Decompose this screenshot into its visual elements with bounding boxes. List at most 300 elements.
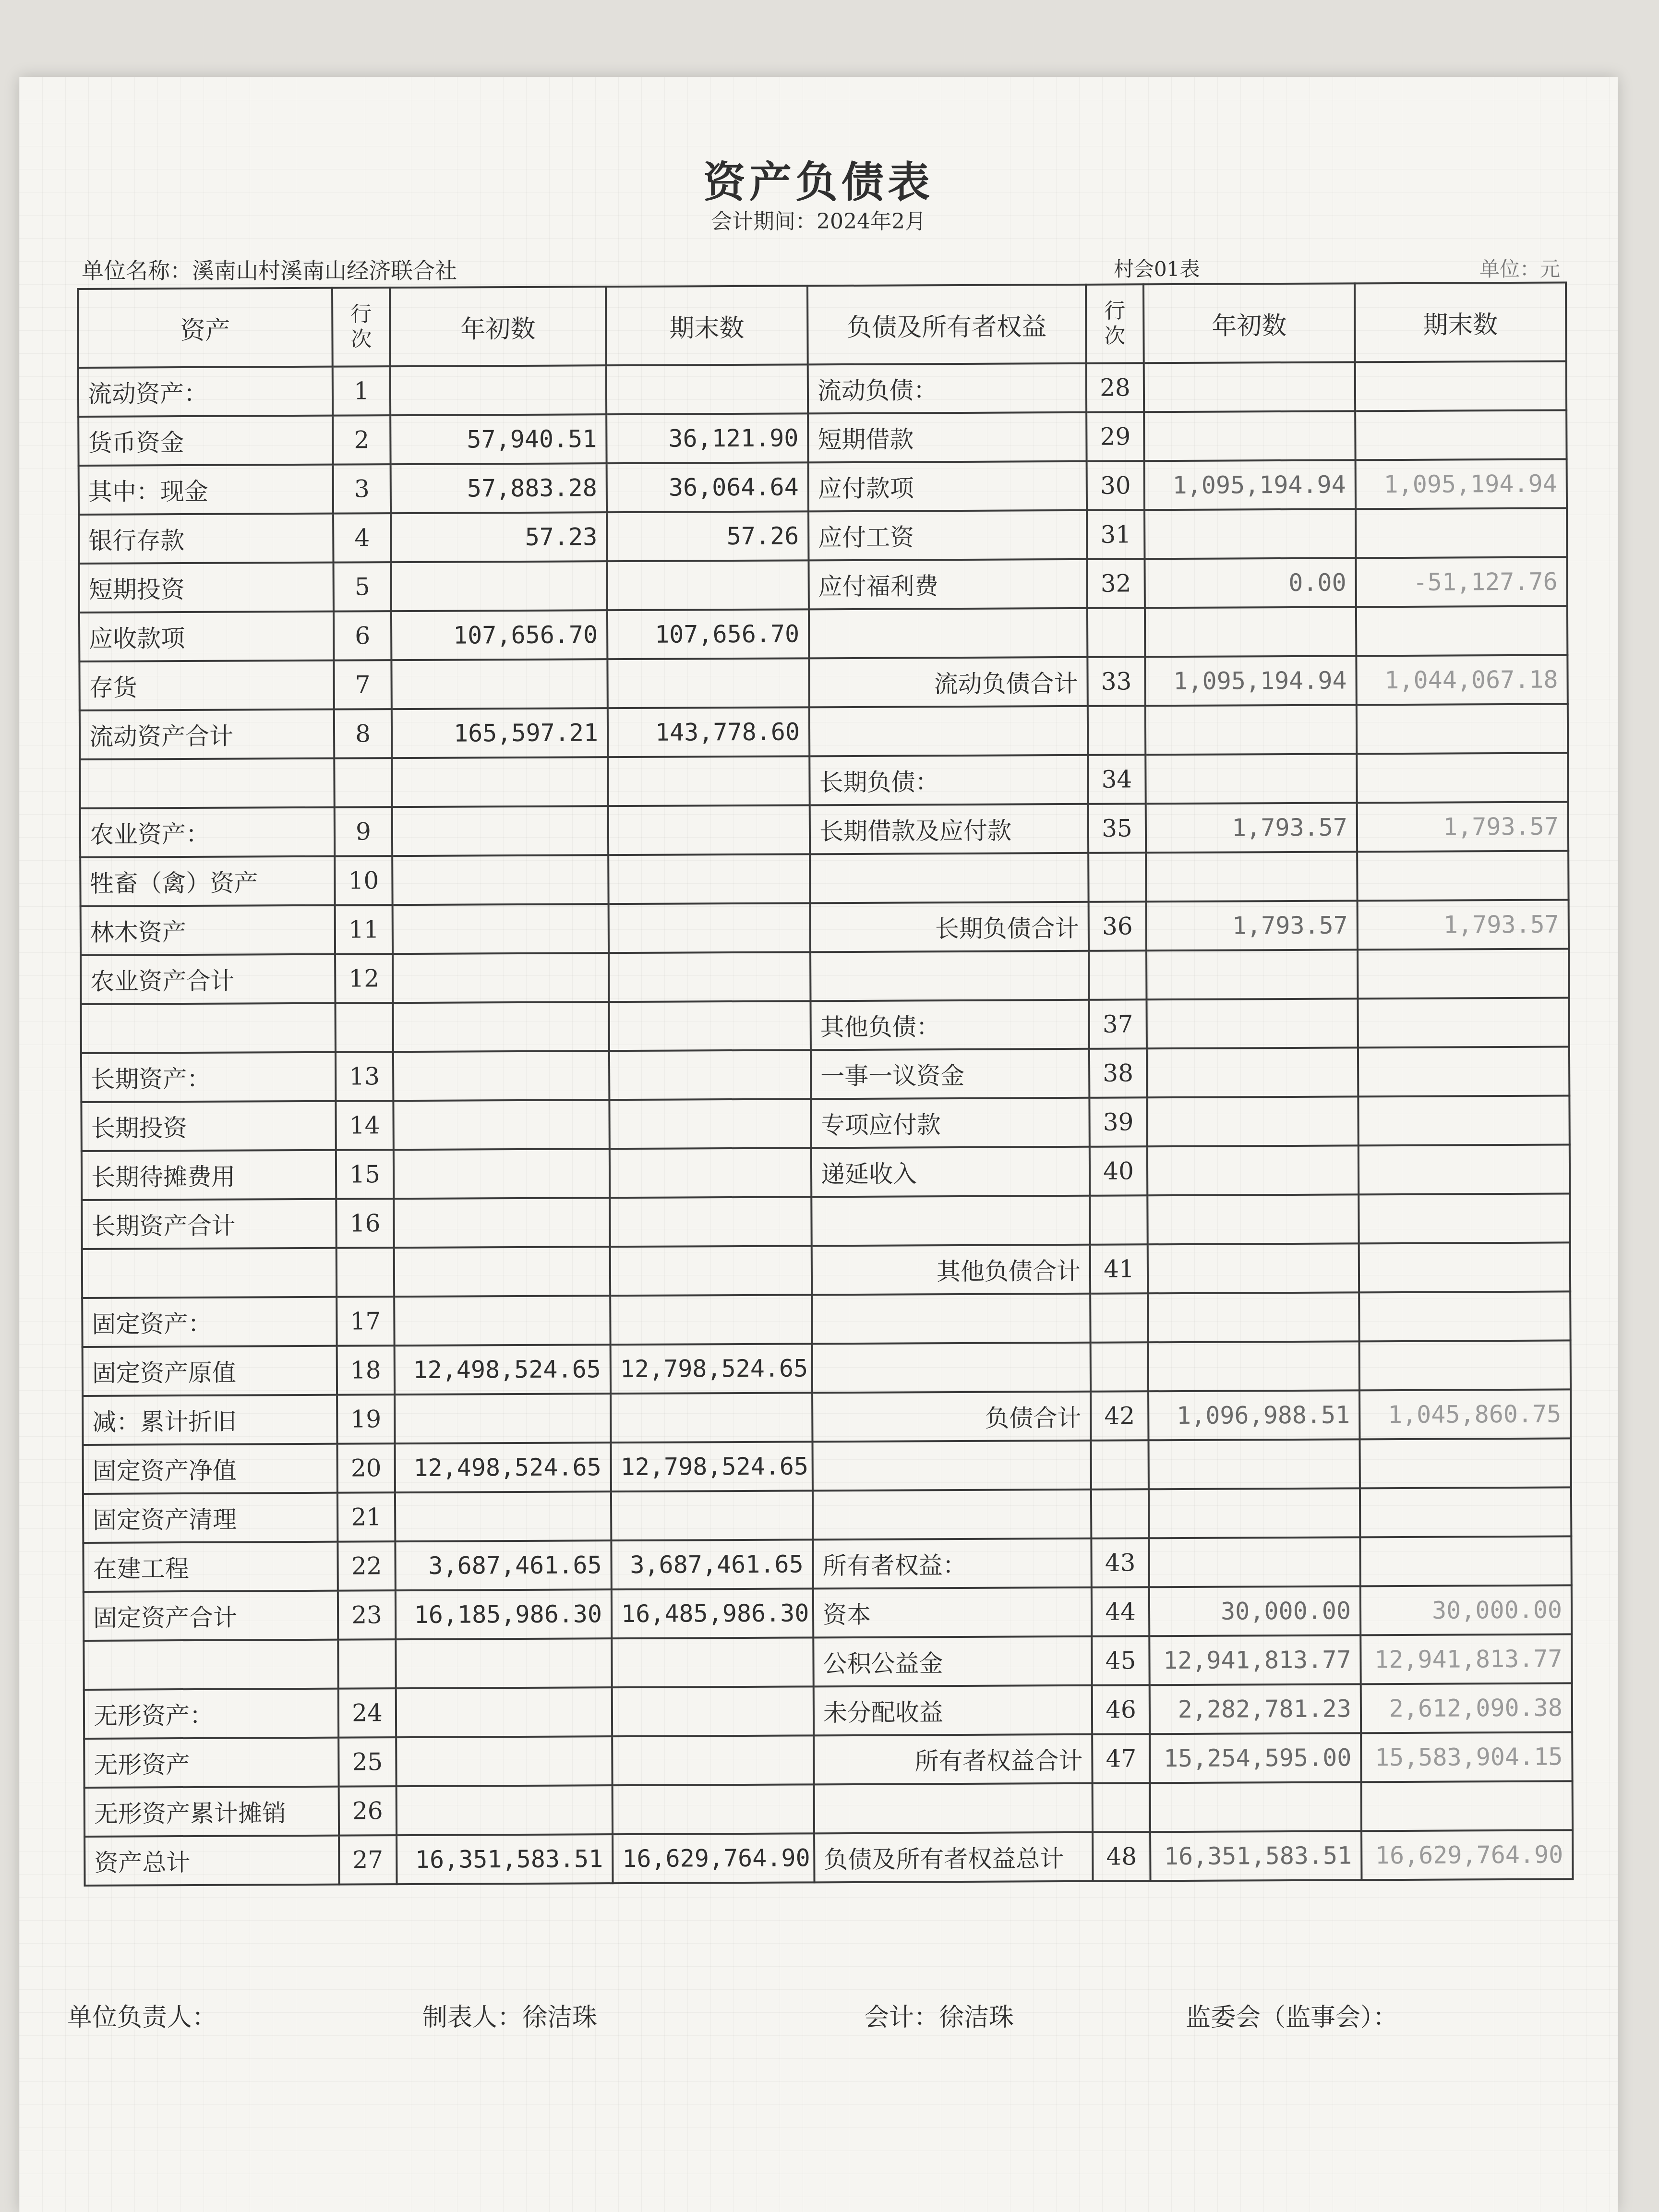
asset-end-value: [606, 364, 808, 414]
liability-begin-value: [1145, 754, 1357, 804]
liability-label: 公积公益金: [813, 1636, 1092, 1687]
asset-begin-value: [391, 659, 607, 709]
liability-label: 应付款项: [808, 461, 1087, 512]
asset-end-value: 12,798,524.65: [611, 1344, 812, 1394]
table-row: [79, 557, 1567, 613]
table-row: [84, 1732, 1572, 1788]
asset-end-value: [608, 854, 810, 904]
asset-end-value: [609, 1099, 811, 1149]
asset-line-no: 26: [339, 1786, 397, 1836]
asset-line-no: 25: [338, 1737, 396, 1787]
header-meta: [82, 253, 1560, 282]
liability-line-no: 46: [1092, 1685, 1150, 1734]
liability-end-value: 1,044,067.18: [1356, 655, 1567, 705]
table-row: [79, 655, 1567, 710]
table-row: [79, 459, 1567, 515]
liability-begin-value: [1144, 362, 1355, 412]
accounting-period: 会计期间：2024年2月: [711, 209, 926, 234]
asset-line-no: 14: [336, 1101, 393, 1150]
asset-line-no: 5: [333, 562, 391, 612]
asset-begin-value: [393, 1051, 609, 1101]
liability-end-value: [1358, 1046, 1569, 1096]
header-liabilities-equity: 负债及所有者权益: [807, 285, 1086, 365]
asset-end-value: [613, 1784, 814, 1834]
asset-line-no: 9: [335, 807, 392, 856]
liability-label: 流动负债：: [808, 363, 1086, 414]
liability-end-value: [1359, 1242, 1570, 1292]
asset-line-no: 3: [333, 464, 391, 514]
asset-label: 减：累计折旧: [83, 1395, 337, 1445]
asset-end-value: [612, 1686, 814, 1736]
liability-end-value: [1357, 851, 1568, 901]
liability-end-value: -51,127.76: [1356, 557, 1567, 607]
asset-begin-value: [392, 757, 608, 807]
asset-label: 货币资金: [78, 416, 333, 466]
asset-begin-value: [392, 855, 608, 905]
asset-end-value: [609, 952, 810, 1002]
liability-label: 其他负债合计: [812, 1245, 1090, 1295]
liability-label: 长期负债合计: [810, 902, 1089, 952]
asset-end-value: [610, 1197, 811, 1247]
asset-end-value: [608, 756, 809, 806]
liability-line-no: [1091, 1440, 1148, 1490]
asset-begin-value: [397, 1785, 613, 1835]
liability-end-value: 1,095,194.94: [1356, 459, 1567, 509]
liability-label: 所有者权益合计: [814, 1734, 1092, 1785]
supervisor-label: 监委会（监事会）：: [1186, 2003, 1398, 2032]
table-row: [81, 1046, 1569, 1102]
liability-begin-value: [1146, 852, 1357, 902]
asset-line-no: 16: [336, 1199, 394, 1248]
asset-end-value: 107,656.70: [607, 609, 809, 659]
liability-label: 未分配收益: [814, 1685, 1092, 1736]
liability-label: 其他负债：: [810, 1000, 1089, 1050]
liability-end-value: [1360, 1536, 1571, 1586]
liability-end-value: 2,612,090.38: [1361, 1683, 1572, 1733]
asset-begin-value: [393, 904, 609, 954]
table-row: [79, 606, 1567, 661]
table-row: [84, 1683, 1572, 1739]
liability-line-no: [1091, 1489, 1149, 1539]
liability-line-no: [1088, 706, 1145, 755]
asset-label: 长期资产合计: [82, 1199, 336, 1249]
liability-end-value: [1361, 1781, 1573, 1831]
asset-end-value: [611, 1393, 812, 1443]
asset-end-value: 143,778.60: [608, 707, 809, 757]
header-begin: 年初数: [390, 287, 606, 366]
asset-line-no: 24: [338, 1688, 396, 1738]
asset-label: 固定资产：: [82, 1297, 337, 1347]
liability-label: 专项应付款: [811, 1098, 1089, 1148]
asset-end-value: 3,687,461.65: [611, 1539, 813, 1589]
liability-end-value: [1358, 998, 1569, 1047]
asset-end-value: [610, 1246, 812, 1296]
asset-begin-value: [391, 561, 607, 611]
asset-end-value: [610, 1148, 811, 1198]
liability-begin-value: [1147, 1047, 1358, 1097]
asset-label: [80, 758, 334, 808]
header-line-no: 行次: [1086, 284, 1144, 363]
liability-end-value: [1359, 1340, 1571, 1390]
liability-end-value: 15,583,904.15: [1361, 1732, 1572, 1782]
table-row: [82, 1291, 1570, 1347]
asset-label: 林木资产: [81, 905, 335, 955]
liability-label: 资本: [813, 1587, 1092, 1638]
asset-label: 存货: [79, 661, 334, 710]
asset-label: 银行存款: [79, 514, 333, 564]
liability-label: [811, 1196, 1090, 1246]
table-row: [80, 802, 1568, 857]
liability-label: 应付工资: [808, 510, 1087, 561]
liability-begin-value: [1147, 1145, 1358, 1195]
table-row: [82, 1144, 1570, 1200]
liability-label: 所有者权益：: [813, 1539, 1091, 1589]
liability-label: [812, 1343, 1091, 1393]
liability-begin-value: [1150, 1782, 1361, 1832]
liability-begin-value: [1149, 1488, 1360, 1538]
liability-begin-value: [1147, 1194, 1358, 1244]
liability-line-no: 48: [1093, 1832, 1150, 1881]
table-row: [83, 1536, 1571, 1592]
asset-end-value: [611, 1491, 813, 1540]
liability-line-no: [1088, 853, 1146, 902]
liability-begin-value: 12,941,813.77: [1149, 1635, 1360, 1685]
document-title: 资产负债表: [703, 157, 934, 207]
liability-label: 负债合计: [812, 1392, 1091, 1442]
asset-label: 无形资产: [84, 1738, 338, 1788]
liability-end-value: [1358, 1193, 1570, 1243]
asset-begin-value: [393, 953, 609, 1003]
liability-end-value: 1,793.57: [1358, 900, 1569, 950]
asset-line-no: 23: [338, 1590, 396, 1640]
table-row: [80, 704, 1568, 759]
asset-begin-value: 12,498,524.65: [395, 1345, 611, 1395]
liability-begin-value: [1146, 950, 1358, 999]
asset-label: 长期投资: [81, 1101, 336, 1151]
liability-label: [810, 951, 1089, 1001]
liability-label: 流动负债合计: [809, 657, 1087, 708]
asset-label: 农业资产合计: [81, 954, 335, 1004]
liability-begin-value: 30,000.00: [1149, 1586, 1360, 1636]
liability-label: [812, 1294, 1090, 1344]
header-end: 期末数: [606, 286, 808, 365]
asset-label: 其中：现金: [79, 465, 333, 515]
liability-begin-value: 15,254,595.00: [1150, 1733, 1361, 1783]
asset-begin-value: 12,498,524.65: [395, 1443, 611, 1492]
liability-line-no: 36: [1089, 902, 1146, 951]
asset-label: 固定资产净值: [83, 1444, 337, 1494]
asset-label: 流动资产合计: [80, 709, 334, 759]
asset-end-value: [612, 1637, 813, 1687]
liability-begin-value: [1144, 509, 1356, 559]
table-header-row: [78, 282, 1566, 368]
liability-begin-value: [1144, 411, 1355, 461]
asset-line-no: 1: [333, 366, 390, 416]
table-row: [81, 949, 1569, 1004]
asset-begin-value: [395, 1394, 611, 1443]
liability-line-no: 37: [1089, 999, 1146, 1049]
asset-begin-value: [396, 1638, 612, 1688]
asset-begin-value: 16,185,986.30: [396, 1589, 612, 1639]
liability-begin-value: [1147, 1096, 1358, 1146]
asset-line-no: 10: [335, 856, 392, 905]
asset-begin-value: 16,351,583.51: [397, 1834, 613, 1884]
liability-label: [809, 706, 1088, 757]
liability-begin-value: [1145, 607, 1356, 657]
asset-line-no: 22: [337, 1541, 395, 1591]
asset-line-no: 8: [334, 709, 392, 758]
liability-begin-value: [1148, 1292, 1359, 1342]
table-body: [78, 361, 1573, 1885]
liability-line-no: 35: [1088, 804, 1146, 853]
liability-label: 短期借款: [808, 412, 1086, 463]
table-row: [84, 1830, 1573, 1886]
asset-end-value: [612, 1735, 814, 1785]
asset-end-value: [609, 1050, 811, 1100]
asset-begin-value: 57,883.28: [391, 463, 607, 513]
liability-end-value: [1355, 361, 1566, 411]
liability-begin-value: 2,282,781.23: [1150, 1684, 1361, 1734]
liability-end-value: [1359, 1438, 1571, 1488]
liability-end-value: [1356, 606, 1567, 656]
liability-label: [813, 1441, 1091, 1491]
asset-line-no: [336, 1003, 393, 1052]
balance-sheet-table: [77, 281, 1574, 1887]
asset-label: 无形资产累计摊销: [84, 1787, 339, 1837]
asset-line-no: 13: [336, 1052, 393, 1101]
liability-begin-value: 0.00: [1144, 558, 1356, 608]
unit-head-label: 单位负责人：: [67, 2003, 217, 2032]
liability-label: 递延收入: [811, 1147, 1090, 1197]
unit-name: 单位名称：溪南山村溪南山经济联合社: [82, 258, 457, 284]
liability-line-no: 44: [1092, 1587, 1149, 1636]
liability-end-value: 30,000.00: [1360, 1585, 1572, 1635]
table-row: [81, 998, 1569, 1053]
asset-begin-value: 3,687,461.65: [395, 1540, 611, 1590]
liability-line-no: 39: [1089, 1097, 1147, 1147]
liability-line-no: 38: [1089, 1048, 1147, 1098]
asset-line-no: 17: [337, 1297, 394, 1346]
liability-line-no: 45: [1092, 1636, 1149, 1685]
liability-end-value: [1357, 704, 1568, 754]
liability-end-value: [1358, 949, 1569, 998]
asset-label: 无形资产：: [84, 1689, 338, 1739]
liability-line-no: 28: [1086, 363, 1144, 412]
liability-line-no: 31: [1087, 510, 1144, 559]
liability-line-no: 43: [1091, 1538, 1149, 1587]
asset-label: 资产总计: [84, 1836, 339, 1886]
liability-label: [814, 1783, 1093, 1834]
asset-begin-value: [395, 1491, 611, 1541]
asset-begin-value: [394, 1149, 610, 1199]
asset-label: 长期资产：: [81, 1052, 336, 1102]
asset-line-no: 21: [337, 1492, 395, 1542]
liability-end-value: [1359, 1291, 1570, 1341]
table-row: [83, 1487, 1571, 1543]
table-row: [80, 753, 1568, 808]
liability-line-no: 40: [1090, 1146, 1147, 1196]
table-row: [80, 851, 1568, 906]
liability-begin-value: [1148, 1439, 1359, 1489]
asset-end-value: [608, 805, 810, 855]
asset-begin-value: [393, 1100, 609, 1150]
liability-line-no: 47: [1092, 1734, 1150, 1783]
liability-label: [813, 1490, 1091, 1540]
liability-label: 应付福利费: [808, 559, 1087, 610]
asset-label: [82, 1248, 337, 1298]
asset-line-no: 2: [333, 415, 390, 465]
liability-end-value: [1358, 1144, 1570, 1194]
table-row: [79, 508, 1567, 564]
liability-line-no: 30: [1087, 461, 1144, 510]
liability-label: 长期负债：: [809, 755, 1088, 805]
header-begin: 年初数: [1143, 283, 1355, 363]
table-row: [81, 900, 1569, 955]
table-row: [78, 361, 1566, 417]
asset-line-no: [338, 1639, 396, 1689]
asset-end-value: 57.26: [607, 511, 808, 561]
asset-line-no: 11: [335, 905, 393, 954]
signature-footer: [67, 1997, 1555, 2035]
asset-end-value: [609, 1001, 810, 1051]
asset-label: 短期投资: [79, 563, 334, 613]
asset-line-no: 12: [335, 954, 393, 1003]
liability-line-no: 32: [1087, 559, 1144, 608]
asset-line-no: 18: [337, 1346, 395, 1395]
header-asset: 资产: [78, 288, 333, 368]
asset-begin-value: [392, 806, 608, 856]
asset-begin-value: [393, 1002, 609, 1052]
asset-label: 长期待摊费用: [82, 1150, 336, 1200]
asset-label: 固定资产清理: [83, 1493, 337, 1543]
header-line-no: 行次: [332, 288, 390, 367]
table-row: [84, 1634, 1572, 1690]
asset-end-value: 12,798,524.65: [611, 1442, 813, 1491]
asset-label: [84, 1640, 338, 1690]
liability-line-no: [1090, 1293, 1148, 1343]
asset-line-no: 15: [336, 1150, 394, 1199]
asset-line-no: 27: [339, 1835, 397, 1885]
asset-end-value: [610, 1295, 812, 1345]
liability-line-no: 29: [1086, 412, 1144, 461]
liability-end-value: [1357, 753, 1568, 803]
asset-begin-value: 165,597.21: [392, 708, 608, 758]
liability-label: 长期借款及应付款: [810, 804, 1088, 854]
asset-begin-value: [396, 1736, 612, 1786]
asset-label: [81, 1003, 336, 1053]
liability-begin-value: 1,095,194.94: [1144, 460, 1356, 510]
liability-end-value: [1355, 410, 1566, 460]
liability-end-value: 12,941,813.77: [1360, 1634, 1572, 1684]
asset-end-value: [607, 560, 808, 610]
asset-end-value: [607, 658, 809, 708]
liability-line-no: [1091, 1342, 1148, 1392]
asset-begin-value: [394, 1296, 610, 1346]
asset-end-value: 36,064.64: [607, 462, 808, 512]
liability-label: [809, 608, 1087, 659]
asset-label: 固定资产合计: [84, 1591, 338, 1641]
liability-begin-value: 1,793.57: [1146, 901, 1358, 950]
liability-line-no: [1089, 950, 1146, 1000]
accountant-label: 会计：徐洁珠: [864, 2003, 1014, 2032]
table-row: [81, 1095, 1569, 1151]
liability-label: 负债及所有者权益总计: [814, 1832, 1093, 1883]
asset-label: 在建工程: [83, 1542, 337, 1592]
liability-begin-value: 1,095,194.94: [1145, 656, 1356, 706]
liability-line-no: 41: [1090, 1244, 1148, 1294]
asset-begin-value: [396, 1687, 612, 1737]
liability-begin-value: [1149, 1537, 1360, 1587]
asset-line-no: 6: [334, 611, 391, 661]
table-row: [83, 1340, 1571, 1396]
liability-line-no: [1087, 608, 1145, 657]
asset-end-value: 16,629,764.90: [613, 1833, 814, 1883]
liability-line-no: 42: [1091, 1391, 1148, 1441]
asset-line-no: 4: [333, 513, 391, 563]
form-number: 村会01表: [1114, 257, 1200, 281]
liability-begin-value: 16,351,583.51: [1150, 1831, 1361, 1881]
asset-label: 流动资产：: [78, 367, 333, 417]
asset-line-no: [337, 1248, 394, 1297]
table-row: [83, 1389, 1571, 1445]
liability-begin-value: 1,096,988.51: [1148, 1390, 1359, 1440]
asset-label: 应收款项: [79, 612, 334, 661]
liability-begin-value: [1148, 1341, 1359, 1391]
asset-end-value: [609, 903, 810, 953]
liability-line-no: 33: [1087, 657, 1145, 706]
asset-label: 固定资产原值: [83, 1346, 337, 1396]
liability-line-no: [1093, 1783, 1150, 1832]
table-row: [84, 1585, 1572, 1641]
liability-label: 一事一议资金: [811, 1049, 1089, 1099]
liability-line-no: 34: [1088, 755, 1145, 804]
asset-begin-value: [394, 1198, 610, 1248]
table-row: [78, 410, 1566, 466]
asset-line-no: 7: [334, 660, 391, 709]
liability-begin-value: [1148, 1243, 1359, 1293]
liability-end-value: [1360, 1487, 1571, 1537]
liability-end-value: 16,629,764.90: [1361, 1830, 1573, 1880]
table-row: [82, 1193, 1570, 1249]
liability-line-no: [1090, 1195, 1147, 1245]
preparer-label: 制表人：徐洁珠: [422, 2003, 598, 2032]
table-row: [84, 1781, 1573, 1837]
liability-begin-value: 1,793.57: [1146, 803, 1357, 853]
table-row: [82, 1242, 1570, 1298]
asset-begin-value: [394, 1247, 610, 1297]
currency-unit: 单位：元: [1479, 257, 1560, 281]
table-row: [83, 1438, 1571, 1494]
asset-end-value: 36,121.90: [606, 413, 808, 463]
asset-begin-value: [390, 365, 606, 415]
header-end: 期末数: [1355, 282, 1566, 362]
liability-end-value: [1358, 1095, 1569, 1145]
asset-line-no: [334, 758, 392, 807]
liability-end-value: 1,045,860.75: [1359, 1389, 1571, 1439]
liability-begin-value: [1145, 705, 1357, 755]
asset-line-no: 19: [337, 1395, 395, 1444]
document-sheet: [19, 77, 1618, 2212]
asset-line-no: 20: [337, 1443, 395, 1493]
liability-label: [810, 853, 1088, 903]
asset-begin-value: 57,940.51: [390, 414, 606, 464]
asset-end-value: 16,485,986.30: [612, 1588, 813, 1638]
asset-begin-value: 107,656.70: [391, 610, 607, 660]
liability-begin-value: [1146, 998, 1358, 1048]
asset-label: 牲畜（禽）资产: [80, 856, 335, 906]
asset-begin-value: 57.23: [391, 512, 607, 562]
asset-label: 农业资产：: [80, 807, 335, 857]
